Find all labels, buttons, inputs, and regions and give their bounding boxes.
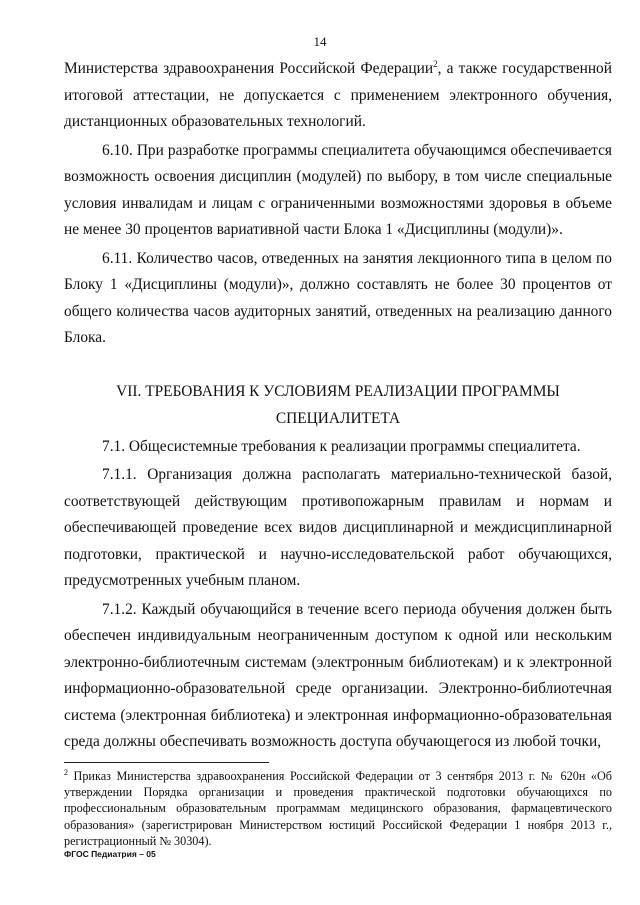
footnote-reference[interactable]: 2 (433, 58, 438, 69)
section-heading-line-1: VII. ТРЕБОВАНИЯ К УСЛОВИЯМ РЕАЛИЗАЦИИ ПРОГРАММЫ (116, 382, 560, 400)
paragraph-6-10: 6.10. При разработке программы специалитета обучающимся обеспечивается возможность освоения дисциплин (модулей) по выбору, в том числе специальные условия инвалидам и лицам с ограниченными возможностями здоровья в объеме не менее 30 процентов вариативной части Блока 1 «Дисциплины (модули)». (64, 141, 612, 238)
paragraph-7-1: 7.1. Общесистемные требования к реализации программы специалитета. (102, 437, 581, 455)
footnote (64, 768, 612, 849)
continuation-text-end: , а также государственной итоговой аттестации, не допускается с применением электронного обучения, дистанционных образовательных технологий. (64, 60, 612, 130)
main-text (64, 56, 612, 756)
continuation-text-start: Министерства здравоохранения Российской Федерации (64, 60, 434, 77)
document-stamp: ФГОС Педиатрия – 05 (64, 849, 156, 859)
paragraph-6-11: 6.11. Количество часов, отведенных на занятия лекционного типа в целом по Блоку 1 «Дисциплины (модули)», должно составлять не более 30 процентов от общего количества часов аудиторных занятий, отведенных на реализацию данного Блока. (64, 249, 612, 346)
paragraph-7-1-1: 7.1.1. Организация должна располагать материально-технической базой, соответствующей действующим противопожарным правилам и нормам и обеспечивающей проведение всех видов дисциплинарной и междисциплинарной подготовки, практической и научно-исследовательской работ обучающихся, предусмотренных учебным планом. (64, 466, 612, 589)
footnote-mark: 2 (64, 767, 68, 777)
paragraph-7-1-2: 7.1.2. Каждый обучающийся в течение всего периода обучения должен быть обеспечен индивидуальным неограниченным доступом к одной или нескольким электронно-библиотечным системам (электронным библиотекам) и к электронной информационно-образовательной среде организации. Электронно-библиотечная система (электронная библиотека) и электронная информационно-образовательная среда должны обеспечивать возможность доступа обучающегося из любой точки, (64, 600, 612, 750)
footnote-text: Приказ Министерства здравоохранения Российской Федерации от 3 сентября 2013 г. № 620н «Об утверждении Порядка организации и проведения практической подготовки обучающихся по профессиональным образовательным программам медицинского образования, фармацевтического образования» (зарегистрирован Министерством юстиций Российской Федерации 1 ноября 2013 г., регистрационный № 30304). (64, 769, 612, 848)
section-heading-line-2: СПЕЦИАЛИТЕТА (275, 409, 401, 427)
footnote-separator (64, 762, 269, 763)
section-heading (64, 378, 612, 432)
continuation-paragraph (64, 56, 612, 136)
page-number: 14 (313, 34, 327, 49)
